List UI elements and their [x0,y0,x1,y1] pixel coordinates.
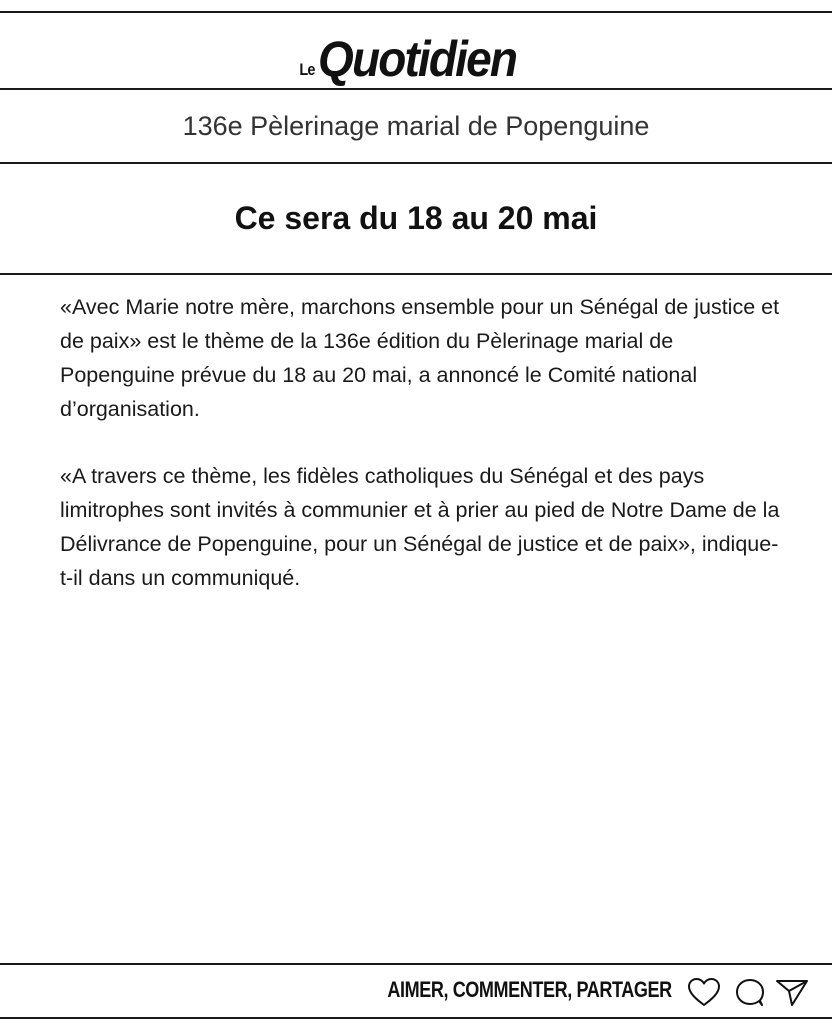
article-body [60,290,790,628]
top-divider [0,11,832,13]
footer-bottom-divider [0,1017,832,1019]
logo-wordmark: Quotidien [318,31,517,87]
headline-divider [0,273,832,275]
heart-icon[interactable] [686,976,722,1008]
headline: Ce sera du 18 au 20 mai [234,200,598,236]
footer [0,965,832,1017]
footer-cta-label: AIMER, COMMENTER, PARTAGER [387,977,672,1002]
share-icon[interactable] [774,976,810,1008]
comment-icon[interactable] [732,976,768,1008]
kicker: 136e Pèlerinage marial de Popenguine [182,110,650,141]
article-paragraph: «Avec Marie notre mère, marchons ensemble pour un Sénégal de justice et de paix» est le thème de la 136e édition du Pèlerinage marial de Popenguine prévue du 18 au 20 mai, a annoncé le Comité national d’organisation. [60,295,780,421]
article-paragraph: «A travers ce thème, les fidèles catholiques du Sénégal et des pays limitrophes sont invités à communier et à prier au pied de Notre Dame de la Délivrance de Popenguine, pour un Sénégal de justice et de paix», indique-t-il dans un communiqué. [60,464,780,590]
masthead [0,22,832,87]
logo[interactable] [298,31,533,87]
logo-le: Le [299,60,315,79]
